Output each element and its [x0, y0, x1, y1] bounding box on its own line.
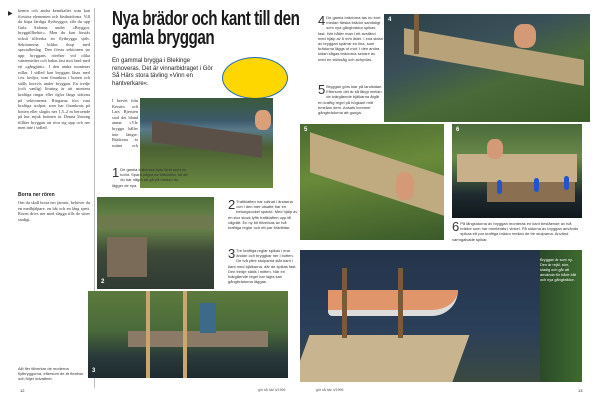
- photo-2-log: [97, 197, 214, 289]
- photo-3-posts: [88, 291, 288, 378]
- left-column-text-2: Om du skall borra ner järnrör, behöver du en medhjälpare, en båt och en lång spett. Rören drivs ner med slägga tills de sitter stadigt.: [18, 200, 90, 222]
- article-intro: I brevet från Kerstin och Lars Bjersten stod det bland annat: »Vår brygga håller inte längre. Brädorna är ruttna och: [112, 98, 138, 148]
- left-bottom-caption: Allt fler tillverkar de moderna flytbryggorna, eftersom de är flexibla och följer tidvattnet.: [18, 366, 83, 382]
- badge: [222, 57, 288, 99]
- caption-2: 2 Trafiklaften har roltnat i ändarna och i den mer utsatte har en betongsockel spackt. Med hjälp av en stor stock lyfts trafiklaften upp till vågrätt. En ny bit tillverkas av två kraftiga reglar och ett par brädbitar.: [228, 197, 298, 231]
- caption-4: 4 De gamla brädorna tas nu bort medan färska brädor samtidigt som nya gångbrädor spikas fast. Här håller man i ett avstånd med hjälp av 6 mm lister. I ena sidan av bryggan spärrar en lina, som brädorna läggs ut mot. I den andra sidan sågas brädorna senare av med en sticksåg och avhyvlas.: [318, 13, 383, 62]
- left-page-marker-icon: ▶: [8, 11, 13, 17]
- photo-number: 2: [101, 279, 105, 285]
- photo-7-finished-dock: [300, 250, 582, 382]
- photo-number: 6: [456, 127, 460, 133]
- caption-1: 1 De gamla brädorna byts först med en kofot. Spara några av brädorna, så att du har något att gå på medan du lägger de nya.: [112, 165, 188, 188]
- right-footer: gör så här 4/1996: [316, 388, 344, 392]
- left-page-number: 12: [20, 388, 25, 393]
- article-title: Nya brädor och kant till den gamla bryggan: [112, 8, 300, 49]
- photo-4-new-boards: [384, 14, 590, 122]
- photo-5-working: [300, 124, 444, 240]
- right-page-number: 13: [578, 388, 583, 393]
- caption-5: 5 Bryggan görs klar på landsidan. Eftersom det är så långt mellan de tvärgående bjälkarna åtgår en kraftig regel på högkant mitt emellan dem. Ansats kommer gångbrädorna att gunga.: [318, 82, 383, 116]
- left-footer: gör så här 4/1996: [258, 388, 286, 392]
- left-column-subheading: Borra ner rören: [18, 192, 55, 198]
- caption-6: 6 På långsidorna av bryggan monteras en kant bestående av två brädor som har monterats i vinkel. På sidorna av bryggan används spikas ett par kraftiga brädor mellan de tre stolparna. Använd varmgalvade spikar.: [452, 219, 579, 242]
- photo-number: 4: [388, 17, 392, 23]
- caption-3: 3 Tre kraftiga reglar spikas i ena ändan och bryggkar ner i botten. De två yttre stolparna står kant i kant med bjälkarna, där de spikas fast. Den tredje ställs i mitten. När en tvärgående regel har lagts kan gångbrädorna läggas.: [228, 246, 297, 285]
- left-column-text: kemin och andra kemikalier som kan förstöra elementen och fästbrädorna. Vill du köpa färdiga flytbryggor, slår du upp Gula Sidorna under »Bryggor, bryggtillbehör«. Men du kan förstås också tillverka en flytbrygga själv. Sektionerna bildas ihop med specialbeslag. Den första sektionen tar upp bryggans rörelser vid olika vattennivåer och hakas fast mot land med ett »gångjärn«. I den andra monteras rullar. I sidled kan bryggan låsas med t.ex. kedjor, som förankras i botten och ställs korsvis under bryggan. En tredje (och vanlig) lösning är att montera kraftiga ringar eller öglor längs sidorna på sektionerna. Ringarna förs runt kraftiga stolpar, som har förankrats på botten eller slagits ner 1,5–2 m beroende på hur mjuk bottnen är. Denna lösning tillåter bryggan att röra sig upp och ner men inte i sidled.: [18, 8, 90, 131]
- photo-number: 3: [92, 368, 96, 374]
- photo-6-edge: [452, 124, 582, 218]
- article-lead: En gammal brygga i Blekinge renoveras. Det är vinnarbidraget i Gör Så Härs stora tävling »Vinn en hantverkare«.: [112, 58, 213, 87]
- photo-number: 5: [304, 127, 308, 133]
- overlay-caption: Bryggan är som ny. Den är rejäl, stor, stadig och går att använda för både båt och nya gångbrädor.: [540, 258, 576, 282]
